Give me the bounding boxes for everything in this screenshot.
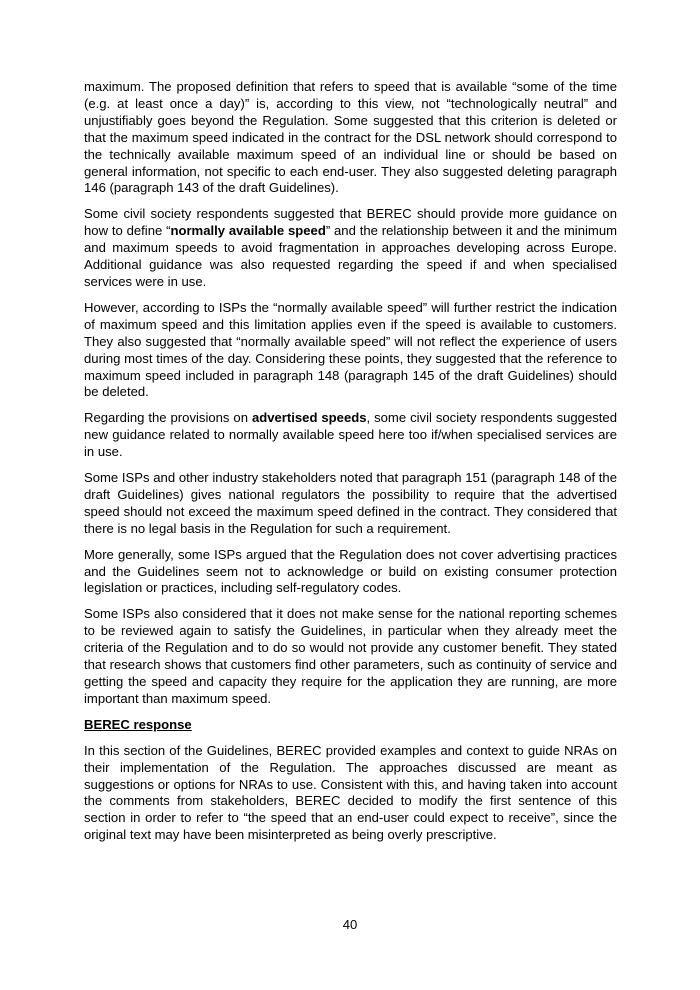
paragraph-text: , some civil society respondents suggested new guidance related to normally available speed here too if/when specialised services are in use. bbox=[84, 410, 617, 460]
page-number: 40 bbox=[342, 917, 358, 932]
paragraph-text: Some ISPs and other industry stakeholders noted that paragraph 151 (paragraph 148 of the draft Guidelines) gives national regulators the possibility to require that the advertised speed should not exceed the maximum speed defined in the contract. They considered that there is no legal basis in the Regulation for such a requirement. bbox=[84, 470, 617, 536]
section-heading: BEREC response bbox=[84, 716, 192, 732]
paragraph-text: Some ISPs also considered that it does not make sense for the national reporting schemes to be reviewed again to satisfy the Guidelines, in particular when they already meet the criteria of the Regulation and to do so would not provide any customer benefit. They stated that research shows that customers find other parameters, such as continuity of service and getting the speed and capacity they require for the application they are running, are more important than maximum speed. bbox=[84, 606, 617, 706]
paragraph-berec-response: In this section of the Guidelines, BEREC provided examples and context to guide NRAs on their implementation of the Regulation. The approaches discussed are meant as suggestions or options for NRAs to use. Consistent with this, and having taken into account the comments from stakeholders, BEREC decided to modify the first sentence of this section in order to refer to “the speed that an end-user could expect to receive”, since the original text may have been misinterpreted as being overly prescriptive. bbox=[84, 742, 617, 843]
paragraph-text: However, according to ISPs the “normally available speed” will further restrict the indication of maximum speed and this limitation applies even if the speed is available to customers. They also suggested that “normally available speed” will not reflect the experience of users during most times of the day. Considering these points, they suggested that the reference to maximum speed included in paragraph 148 (paragraph 145 of the draft Guidelines) should be deleted. bbox=[84, 299, 617, 400]
paragraph-text: maximum. The proposed definition that refers to speed that is available “some of the time (e.g. at least once a day)” is, according to this view, not “technologically neutral” and unjustifiably goes beyond the Regulation. Some suggested that this criterion is deleted or that the maximum speed indicated in the contract for the DSL network should correspond to the technically available maximum speed of an individual line or should be based on general information, not specific to each end-user. They also suggested deleting paragraph 146 (paragraph 143 of the draft Guidelines). bbox=[84, 79, 617, 196]
paragraph-text: ” and the relationship between it and the minimum and maximum speeds to avoid fragmentation in approaches developing across Europe. Additional guidance was also requested regarding the speed if and when specialised services were in use. bbox=[84, 223, 618, 289]
paragraph-isp-normally-available-speed bbox=[84, 300, 617, 401]
paragraph-advertising-practices bbox=[84, 547, 617, 598]
document-page bbox=[84, 79, 617, 853]
bold-term-advertised-speeds: advertised speeds bbox=[251, 410, 367, 426]
paragraph-text: More generally, some ISPs argued that the Regulation does not cover advertising practices and the Guidelines seem not to acknowledge or build on existing consumer protection legislation or practices, including self-regulatory codes. bbox=[84, 546, 617, 596]
paragraph-text: Regarding the provisions on bbox=[84, 410, 252, 426]
paragraph-civil-society-guidance bbox=[84, 206, 617, 291]
paragraph-maximum-speed-definition bbox=[84, 79, 617, 197]
paragraph-national-reporting-schemes bbox=[84, 606, 617, 707]
paragraph-advertised-speeds bbox=[84, 410, 617, 461]
bold-term-normally-available-speed: normally available speed bbox=[170, 223, 326, 239]
paragraph-industry-stakeholders bbox=[84, 470, 617, 538]
paragraph-text: Some civil society respondents suggested that BEREC should provide more guidance on how to define “ bbox=[84, 206, 617, 239]
